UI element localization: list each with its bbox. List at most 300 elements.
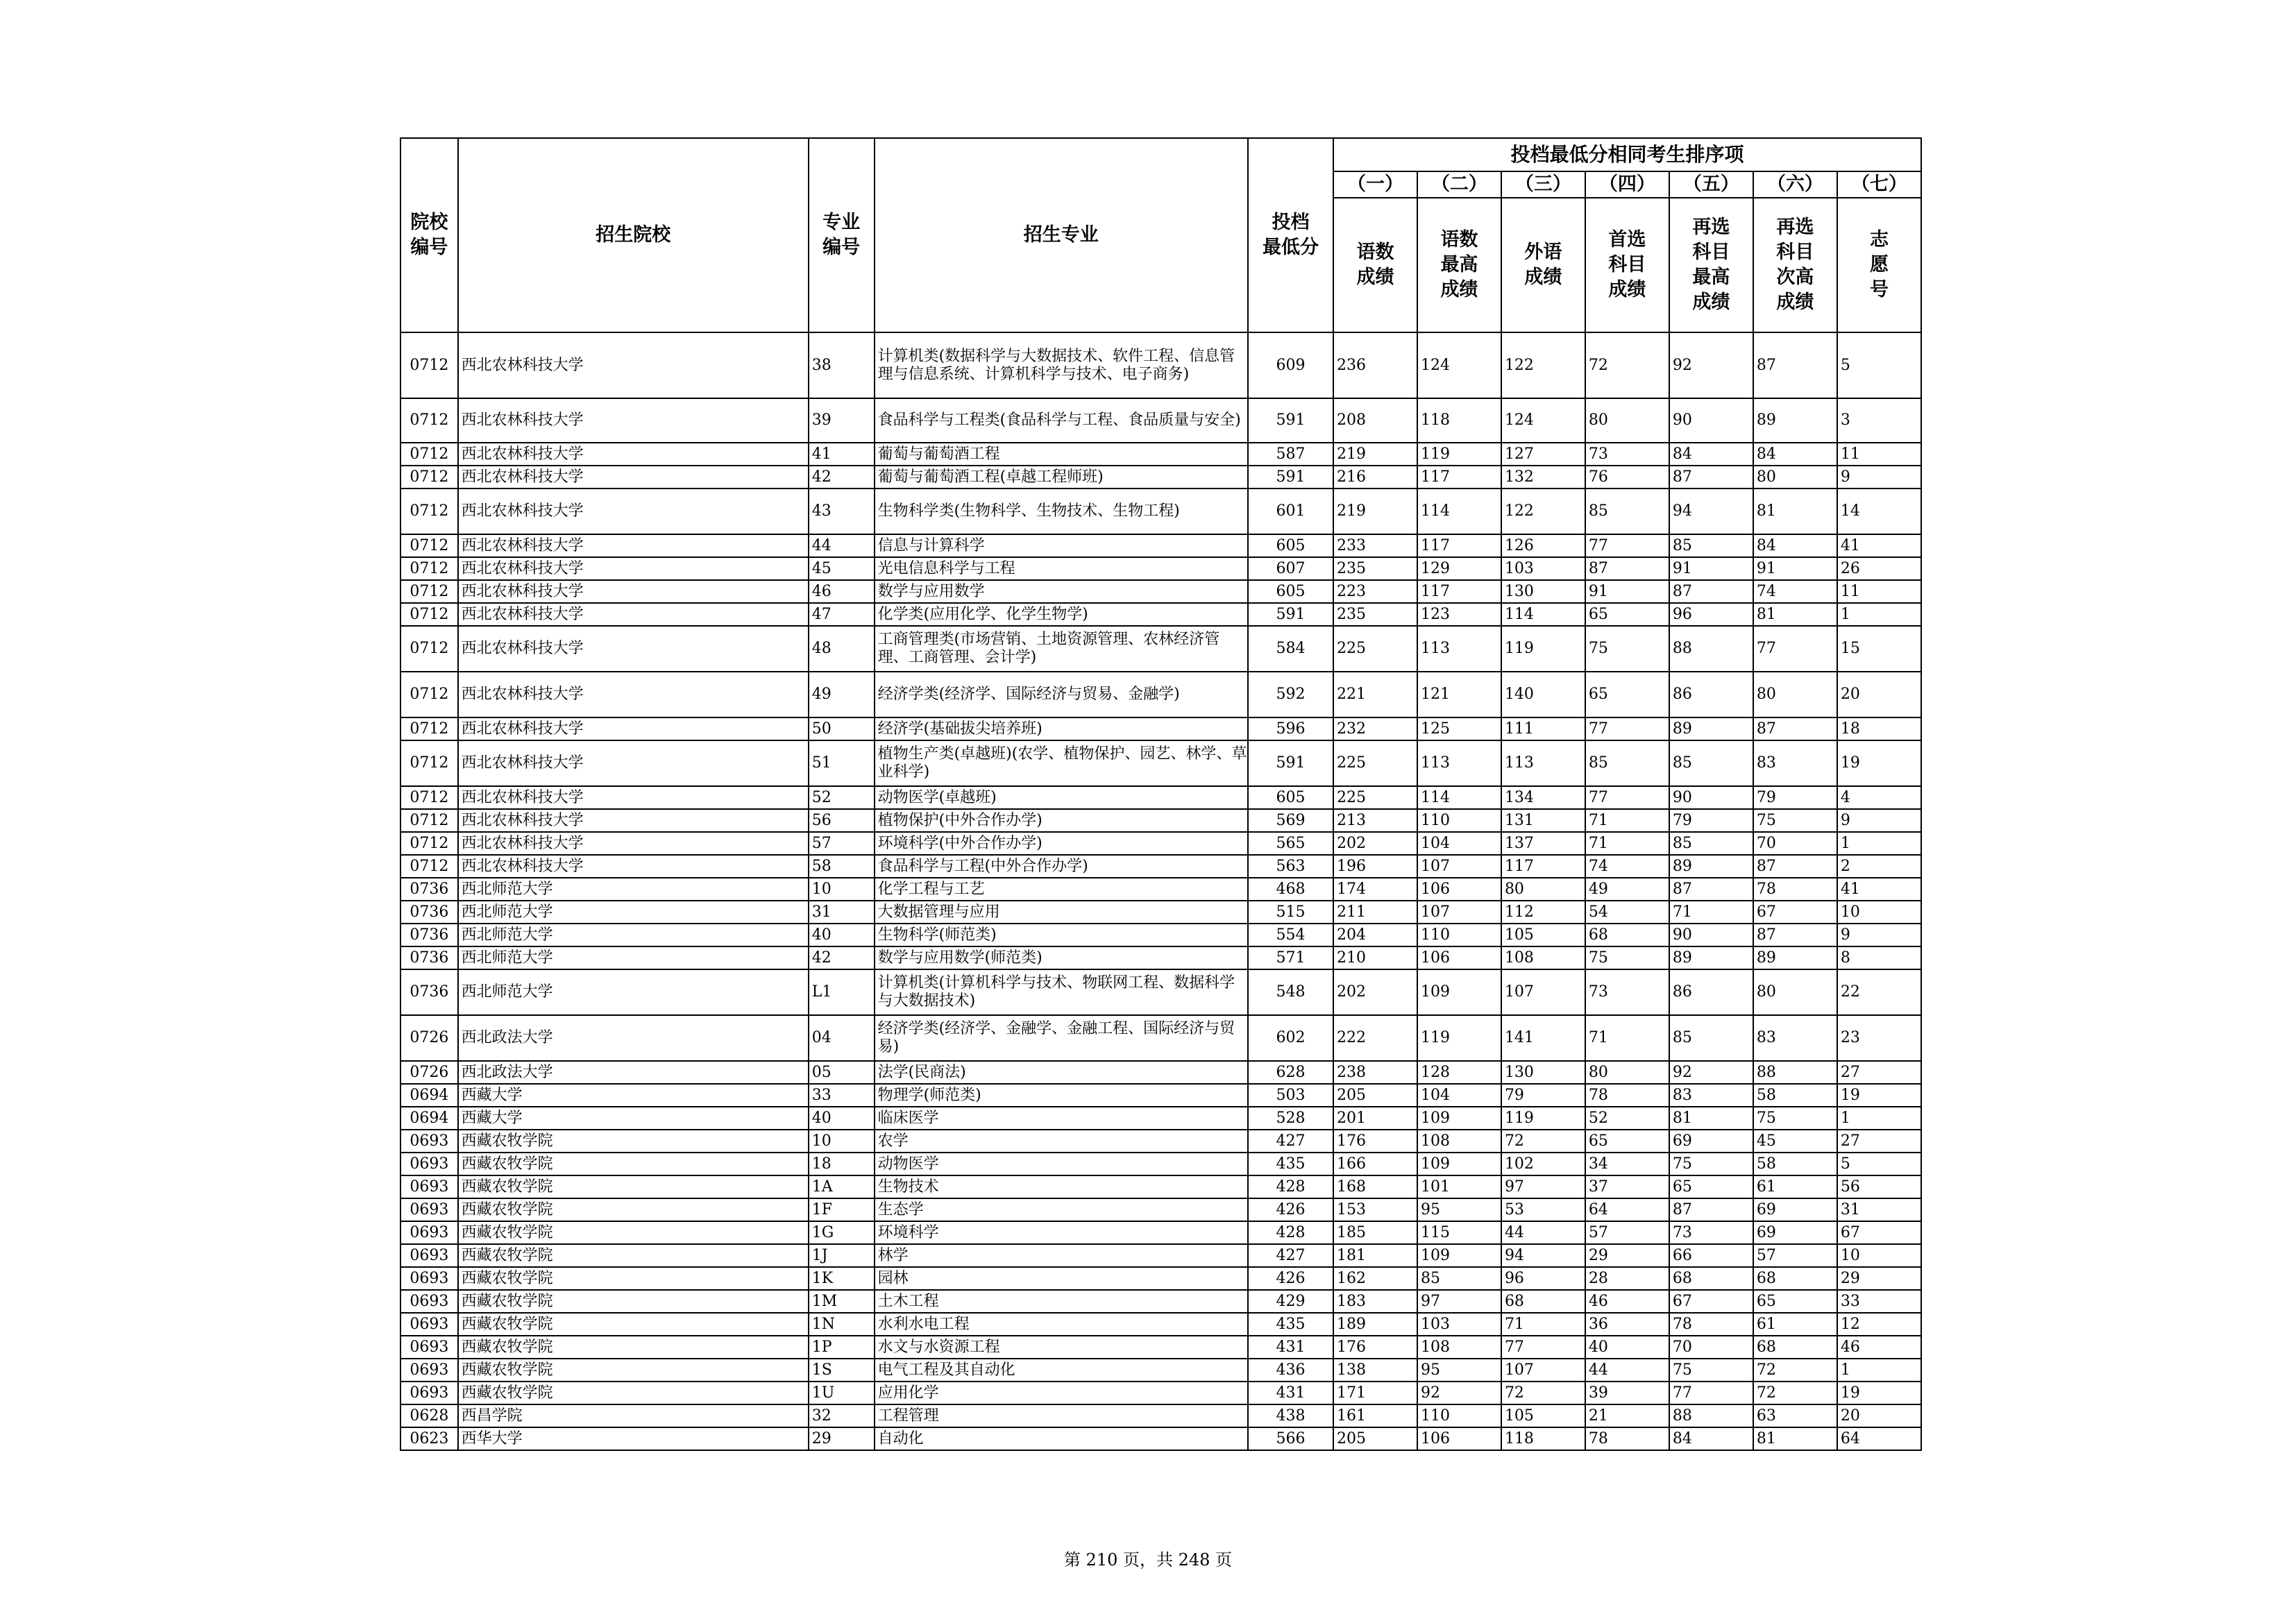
- min-score-cell: 607: [1248, 557, 1333, 580]
- sort4-cell: 57: [1585, 1221, 1669, 1244]
- table-row: [400, 466, 1921, 488]
- major-code-cell: 38: [809, 332, 875, 398]
- table-row: [400, 1382, 1921, 1404]
- school-code-cell: 0693: [400, 1244, 458, 1267]
- school-name-cell: 西藏农牧学院: [458, 1336, 809, 1359]
- sort1-cell: 166: [1333, 1153, 1417, 1175]
- table-row: [400, 1267, 1921, 1290]
- wish-number-cell: 20: [1837, 672, 1921, 717]
- sort4-cell: 46: [1585, 1290, 1669, 1313]
- sort6-cell: 58: [1753, 1084, 1837, 1107]
- major-name-cell: 数学与应用数学(师范类): [875, 946, 1248, 969]
- min-score-cell: 566: [1248, 1427, 1333, 1450]
- sort5-cell: 86: [1669, 969, 1753, 1015]
- school-name-cell: 西藏农牧学院: [458, 1382, 809, 1404]
- sort3-cell: 68: [1501, 1290, 1585, 1313]
- admission-table: [400, 137, 1922, 1451]
- table-row: [400, 1153, 1921, 1175]
- sort4-cell: 77: [1585, 786, 1669, 809]
- wish-number-cell: 64: [1837, 1427, 1921, 1450]
- min-score-cell: 427: [1248, 1244, 1333, 1267]
- sort5-cell: 87: [1669, 1198, 1753, 1221]
- major-code-cell: 10: [809, 1130, 875, 1153]
- sort-item-label-text: 语数 最高 成绩: [1440, 229, 1478, 300]
- wish-number-cell: 9: [1837, 809, 1921, 832]
- school-code-cell: 0726: [400, 1015, 458, 1061]
- sort3-cell: 130: [1501, 1061, 1585, 1084]
- sort4-cell: 65: [1585, 1130, 1669, 1153]
- sort5-cell: 84: [1669, 1427, 1753, 1450]
- sort4-cell: 36: [1585, 1313, 1669, 1336]
- sort6-cell: 72: [1753, 1382, 1837, 1404]
- sort6-cell: 91: [1753, 557, 1837, 580]
- sort3-cell: 134: [1501, 786, 1585, 809]
- school-code-cell: 0712: [400, 786, 458, 809]
- sort5-cell: 87: [1669, 878, 1753, 901]
- sort6-cell: 83: [1753, 740, 1837, 786]
- sort6-cell: 89: [1753, 946, 1837, 969]
- min-score-cell: 565: [1248, 832, 1333, 855]
- min-score-cell: 591: [1248, 740, 1333, 786]
- order-label: （七）: [1837, 171, 1921, 198]
- min-score-cell: 554: [1248, 924, 1333, 946]
- table-row: [400, 969, 1921, 1015]
- sort5-cell: 87: [1669, 580, 1753, 603]
- school-name-cell: 西藏农牧学院: [458, 1267, 809, 1290]
- sort3-cell: 130: [1501, 580, 1585, 603]
- table-row: [400, 1084, 1921, 1107]
- major-name-cell: 计算机类(计算机科学与技术、物联网工程、数据科学与大数据技术): [875, 969, 1248, 1015]
- sort1-cell: 183: [1333, 1290, 1417, 1313]
- sort5-cell: 89: [1669, 855, 1753, 878]
- sort1-cell: 208: [1333, 398, 1417, 443]
- sort5-cell: 91: [1669, 557, 1753, 580]
- major-code-cell: 58: [809, 855, 875, 878]
- school-code-cell: 0712: [400, 717, 458, 740]
- min-score-cell: 563: [1248, 855, 1333, 878]
- sort2-cell: 125: [1417, 717, 1501, 740]
- school-code-cell: 0693: [400, 1221, 458, 1244]
- order-label: （四）: [1585, 171, 1669, 198]
- sort5-cell: 89: [1669, 946, 1753, 969]
- major-name-cell: 大数据管理与应用: [875, 901, 1248, 924]
- sort2-cell: 110: [1417, 809, 1501, 832]
- header-min-score: [1248, 138, 1333, 332]
- sort2-cell: 129: [1417, 557, 1501, 580]
- sort2-cell: 114: [1417, 488, 1501, 534]
- sort3-cell: 113: [1501, 740, 1585, 786]
- sort6-cell: 87: [1753, 924, 1837, 946]
- min-score-cell: 548: [1248, 969, 1333, 1015]
- sort-item-label: [1417, 198, 1501, 332]
- sort1-cell: 176: [1333, 1336, 1417, 1359]
- sort6-cell: 87: [1753, 332, 1837, 398]
- major-code-cell: 48: [809, 626, 875, 672]
- sort3-cell: 108: [1501, 946, 1585, 969]
- school-name-cell: 西北师范大学: [458, 878, 809, 901]
- sort5-cell: 88: [1669, 626, 1753, 672]
- sort4-cell: 28: [1585, 1267, 1669, 1290]
- min-score-cell: 592: [1248, 672, 1333, 717]
- sort1-cell: 219: [1333, 443, 1417, 466]
- sort5-cell: 75: [1669, 1359, 1753, 1382]
- sort4-cell: 64: [1585, 1198, 1669, 1221]
- sort2-cell: 106: [1417, 946, 1501, 969]
- major-code-cell: 42: [809, 466, 875, 488]
- sort3-cell: 102: [1501, 1153, 1585, 1175]
- header-group-title: 投档最低分相同考生排序项: [1333, 138, 1921, 171]
- sort4-cell: 73: [1585, 443, 1669, 466]
- sort2-cell: 117: [1417, 580, 1501, 603]
- major-name-cell: 光电信息科学与工程: [875, 557, 1248, 580]
- wish-number-cell: 18: [1837, 717, 1921, 740]
- sort4-cell: 29: [1585, 1244, 1669, 1267]
- table-row: [400, 1015, 1921, 1061]
- sort6-cell: 81: [1753, 488, 1837, 534]
- sort5-cell: 85: [1669, 1015, 1753, 1061]
- sort4-cell: 87: [1585, 557, 1669, 580]
- major-code-cell: 05: [809, 1061, 875, 1084]
- school-name-cell: 西藏大学: [458, 1107, 809, 1130]
- sort-item-label: [1501, 198, 1585, 332]
- school-code-cell: 0693: [400, 1313, 458, 1336]
- min-score-cell: 591: [1248, 603, 1333, 626]
- major-name-cell: 电气工程及其自动化: [875, 1359, 1248, 1382]
- school-name-cell: 西藏大学: [458, 1084, 809, 1107]
- table-row: [400, 488, 1921, 534]
- wish-number-cell: 22: [1837, 969, 1921, 1015]
- min-score-cell: 528: [1248, 1107, 1333, 1130]
- sort3-cell: 140: [1501, 672, 1585, 717]
- sort3-cell: 107: [1501, 1359, 1585, 1382]
- sort1-cell: 219: [1333, 488, 1417, 534]
- sort-item-label: [1837, 198, 1921, 332]
- school-code-cell: 0712: [400, 398, 458, 443]
- sort2-cell: 117: [1417, 466, 1501, 488]
- header-school: 招生院校: [458, 138, 809, 332]
- school-name-cell: 西北农林科技大学: [458, 488, 809, 534]
- school-code-cell: 0693: [400, 1290, 458, 1313]
- sort-item-label: [1585, 198, 1669, 332]
- sort6-cell: 61: [1753, 1313, 1837, 1336]
- table-row: [400, 398, 1921, 443]
- sort5-cell: 90: [1669, 924, 1753, 946]
- sort1-cell: 205: [1333, 1427, 1417, 1450]
- sort3-cell: 124: [1501, 398, 1585, 443]
- sort2-cell: 109: [1417, 969, 1501, 1015]
- sort1-cell: 162: [1333, 1267, 1417, 1290]
- sort5-cell: 86: [1669, 672, 1753, 717]
- school-code-cell: 0628: [400, 1404, 458, 1427]
- sort1-cell: 211: [1333, 901, 1417, 924]
- school-code-cell: 0712: [400, 626, 458, 672]
- wish-number-cell: 29: [1837, 1267, 1921, 1290]
- major-code-cell: 1M: [809, 1290, 875, 1313]
- sort4-cell: 74: [1585, 855, 1669, 878]
- sort2-cell: 107: [1417, 901, 1501, 924]
- major-name-cell: 数学与应用数学: [875, 580, 1248, 603]
- sort4-cell: 54: [1585, 901, 1669, 924]
- table-row: [400, 1404, 1921, 1427]
- min-score-cell: 428: [1248, 1175, 1333, 1198]
- major-name-cell: 应用化学: [875, 1382, 1248, 1404]
- sort3-cell: 79: [1501, 1084, 1585, 1107]
- sort2-cell: 106: [1417, 1427, 1501, 1450]
- major-code-cell: 50: [809, 717, 875, 740]
- school-name-cell: 西北师范大学: [458, 946, 809, 969]
- sort3-cell: 77: [1501, 1336, 1585, 1359]
- sort2-cell: 115: [1417, 1221, 1501, 1244]
- min-score-cell: 429: [1248, 1290, 1333, 1313]
- sort6-cell: 74: [1753, 580, 1837, 603]
- major-code-cell: 41: [809, 443, 875, 466]
- sort5-cell: 90: [1669, 398, 1753, 443]
- min-score-cell: 596: [1248, 717, 1333, 740]
- min-score-cell: 438: [1248, 1404, 1333, 1427]
- sort2-cell: 113: [1417, 626, 1501, 672]
- sort6-cell: 87: [1753, 717, 1837, 740]
- sort3-cell: 137: [1501, 832, 1585, 855]
- sort-item-label-text: 再选 科目 次高 成绩: [1776, 216, 1814, 313]
- sort3-cell: 118: [1501, 1427, 1585, 1450]
- table-row: [400, 740, 1921, 786]
- sort4-cell: 65: [1585, 672, 1669, 717]
- school-code-cell: 0712: [400, 672, 458, 717]
- sort6-cell: 68: [1753, 1336, 1837, 1359]
- header-major: 招生专业: [875, 138, 1248, 332]
- sort4-cell: 78: [1585, 1084, 1669, 1107]
- school-name-cell: 西华大学: [458, 1427, 809, 1450]
- wish-number-cell: 9: [1837, 924, 1921, 946]
- school-code-cell: 0693: [400, 1382, 458, 1404]
- table-row: [400, 1221, 1921, 1244]
- min-score-cell: 435: [1248, 1313, 1333, 1336]
- sort5-cell: 77: [1669, 1382, 1753, 1404]
- major-code-cell: 1N: [809, 1313, 875, 1336]
- sort4-cell: 76: [1585, 466, 1669, 488]
- school-name-cell: 西藏农牧学院: [458, 1244, 809, 1267]
- sort6-cell: 87: [1753, 855, 1837, 878]
- sort4-cell: 71: [1585, 809, 1669, 832]
- sort4-cell: 21: [1585, 1404, 1669, 1427]
- school-code-cell: 0712: [400, 488, 458, 534]
- major-name-cell: 经济学类(经济学、金融学、金融工程、国际经济与贸易): [875, 1015, 1248, 1061]
- sort2-cell: 101: [1417, 1175, 1501, 1198]
- sort2-cell: 109: [1417, 1244, 1501, 1267]
- sort3-cell: 107: [1501, 969, 1585, 1015]
- sort3-cell: 103: [1501, 557, 1585, 580]
- min-score-cell: 428: [1248, 1221, 1333, 1244]
- school-code-cell: 0712: [400, 855, 458, 878]
- sort5-cell: 65: [1669, 1175, 1753, 1198]
- header-major-code-text: 专业 编号: [822, 212, 861, 258]
- sort5-cell: 67: [1669, 1290, 1753, 1313]
- wish-number-cell: 31: [1837, 1198, 1921, 1221]
- school-code-cell: 0694: [400, 1107, 458, 1130]
- major-code-cell: 47: [809, 603, 875, 626]
- sort6-cell: 58: [1753, 1153, 1837, 1175]
- sort1-cell: 232: [1333, 717, 1417, 740]
- sort6-cell: 89: [1753, 398, 1837, 443]
- sort5-cell: 71: [1669, 901, 1753, 924]
- major-code-cell: 10: [809, 878, 875, 901]
- major-name-cell: 生物技术: [875, 1175, 1248, 1198]
- school-code-cell: 0693: [400, 1198, 458, 1221]
- major-code-cell: 1P: [809, 1336, 875, 1359]
- sort3-cell: 44: [1501, 1221, 1585, 1244]
- min-score-cell: 426: [1248, 1267, 1333, 1290]
- school-code-cell: 0623: [400, 1427, 458, 1450]
- sort3-cell: 112: [1501, 901, 1585, 924]
- wish-number-cell: 1: [1837, 603, 1921, 626]
- sort1-cell: 221: [1333, 672, 1417, 717]
- sort1-cell: 204: [1333, 924, 1417, 946]
- sort5-cell: 85: [1669, 832, 1753, 855]
- major-code-cell: 1U: [809, 1382, 875, 1404]
- sort3-cell: 72: [1501, 1382, 1585, 1404]
- school-code-cell: 0712: [400, 534, 458, 557]
- major-name-cell: 自动化: [875, 1427, 1248, 1450]
- sort6-cell: 69: [1753, 1198, 1837, 1221]
- sort3-cell: 105: [1501, 1404, 1585, 1427]
- sort1-cell: 225: [1333, 626, 1417, 672]
- school-code-cell: 0712: [400, 332, 458, 398]
- wish-number-cell: 33: [1837, 1290, 1921, 1313]
- wish-number-cell: 14: [1837, 488, 1921, 534]
- min-score-cell: 601: [1248, 488, 1333, 534]
- min-score-cell: 609: [1248, 332, 1333, 398]
- major-name-cell: 水文与水资源工程: [875, 1336, 1248, 1359]
- table-row: [400, 1198, 1921, 1221]
- major-name-cell: 生物科学(师范类): [875, 924, 1248, 946]
- min-score-cell: 628: [1248, 1061, 1333, 1084]
- page-footer: 第 210 页，共 248 页: [1063, 1550, 1233, 1570]
- table-row: [400, 580, 1921, 603]
- sort3-cell: 105: [1501, 924, 1585, 946]
- sort3-cell: 122: [1501, 332, 1585, 398]
- sort3-cell: 71: [1501, 1313, 1585, 1336]
- sort1-cell: 210: [1333, 946, 1417, 969]
- sort1-cell: 138: [1333, 1359, 1417, 1382]
- major-name-cell: 园林: [875, 1267, 1248, 1290]
- table-row: [400, 1130, 1921, 1153]
- wish-number-cell: 27: [1837, 1130, 1921, 1153]
- sort-item-label-text: 外语 成绩: [1524, 241, 1562, 288]
- major-code-cell: 49: [809, 672, 875, 717]
- sort3-cell: 96: [1501, 1267, 1585, 1290]
- school-name-cell: 西藏农牧学院: [458, 1153, 809, 1175]
- sort5-cell: 85: [1669, 740, 1753, 786]
- school-code-cell: 0736: [400, 878, 458, 901]
- school-name-cell: 西北师范大学: [458, 924, 809, 946]
- sort2-cell: 117: [1417, 534, 1501, 557]
- school-name-cell: 西北师范大学: [458, 901, 809, 924]
- sort1-cell: 171: [1333, 1382, 1417, 1404]
- table-row: [400, 946, 1921, 969]
- major-code-cell: 1G: [809, 1221, 875, 1244]
- sort4-cell: 91: [1585, 580, 1669, 603]
- sort6-cell: 72: [1753, 1359, 1837, 1382]
- sort1-cell: 202: [1333, 832, 1417, 855]
- major-code-cell: 29: [809, 1427, 875, 1450]
- wish-number-cell: 20: [1837, 1404, 1921, 1427]
- sort1-cell: 201: [1333, 1107, 1417, 1130]
- major-name-cell: 生物科学类(生物科学、生物技术、生物工程): [875, 488, 1248, 534]
- sort5-cell: 66: [1669, 1244, 1753, 1267]
- major-code-cell: 46: [809, 580, 875, 603]
- sort1-cell: 189: [1333, 1313, 1417, 1336]
- school-name-cell: 西藏农牧学院: [458, 1313, 809, 1336]
- wish-number-cell: 5: [1837, 332, 1921, 398]
- sort6-cell: 68: [1753, 1267, 1837, 1290]
- major-name-cell: 动物医学: [875, 1153, 1248, 1175]
- major-code-cell: 1F: [809, 1198, 875, 1221]
- major-code-cell: 57: [809, 832, 875, 855]
- sort5-cell: 69: [1669, 1130, 1753, 1153]
- wish-number-cell: 2: [1837, 855, 1921, 878]
- sort5-cell: 90: [1669, 786, 1753, 809]
- sort5-cell: 89: [1669, 717, 1753, 740]
- sort-item-label-text: 志 愿 号: [1869, 229, 1889, 300]
- sort5-cell: 85: [1669, 534, 1753, 557]
- min-score-cell: 427: [1248, 1130, 1333, 1153]
- sort4-cell: 73: [1585, 969, 1669, 1015]
- order-label: （六）: [1753, 171, 1837, 198]
- school-code-cell: 0736: [400, 901, 458, 924]
- sort6-cell: 84: [1753, 534, 1837, 557]
- sort2-cell: 113: [1417, 740, 1501, 786]
- table-row: [400, 557, 1921, 580]
- sort2-cell: 109: [1417, 1107, 1501, 1130]
- sort3-cell: 114: [1501, 603, 1585, 626]
- sort2-cell: 119: [1417, 443, 1501, 466]
- school-code-cell: 0712: [400, 466, 458, 488]
- major-name-cell: 化学类(应用化学、化学生物学): [875, 603, 1248, 626]
- min-score-cell: 431: [1248, 1336, 1333, 1359]
- major-name-cell: 临床医学: [875, 1107, 1248, 1130]
- wish-number-cell: 19: [1837, 1382, 1921, 1404]
- major-name-cell: 生态学: [875, 1198, 1248, 1221]
- sort3-cell: 119: [1501, 626, 1585, 672]
- min-score-cell: 569: [1248, 809, 1333, 832]
- sort5-cell: 87: [1669, 466, 1753, 488]
- school-name-cell: 西北农林科技大学: [458, 466, 809, 488]
- sort2-cell: 128: [1417, 1061, 1501, 1084]
- sort4-cell: 77: [1585, 717, 1669, 740]
- major-code-cell: 52: [809, 786, 875, 809]
- sort5-cell: 75: [1669, 1153, 1753, 1175]
- sort6-cell: 69: [1753, 1221, 1837, 1244]
- table-row: [400, 1061, 1921, 1084]
- school-name-cell: 西藏农牧学院: [458, 1290, 809, 1313]
- major-name-cell: 经济学类(经济学、国际经济与贸易、金融学): [875, 672, 1248, 717]
- sort6-cell: 70: [1753, 832, 1837, 855]
- school-code-cell: 0694: [400, 1084, 458, 1107]
- sort6-cell: 75: [1753, 1107, 1837, 1130]
- table-header: [400, 138, 1921, 332]
- sort2-cell: 108: [1417, 1130, 1501, 1153]
- sort4-cell: 75: [1585, 626, 1669, 672]
- sort2-cell: 103: [1417, 1313, 1501, 1336]
- min-score-cell: 503: [1248, 1084, 1333, 1107]
- sort4-cell: 85: [1585, 740, 1669, 786]
- school-name-cell: 西北农林科技大学: [458, 332, 809, 398]
- wish-number-cell: 11: [1837, 443, 1921, 466]
- sort6-cell: 81: [1753, 603, 1837, 626]
- major-code-cell: 40: [809, 1107, 875, 1130]
- major-name-cell: 物理学(师范类): [875, 1084, 1248, 1107]
- table-row: [400, 1313, 1921, 1336]
